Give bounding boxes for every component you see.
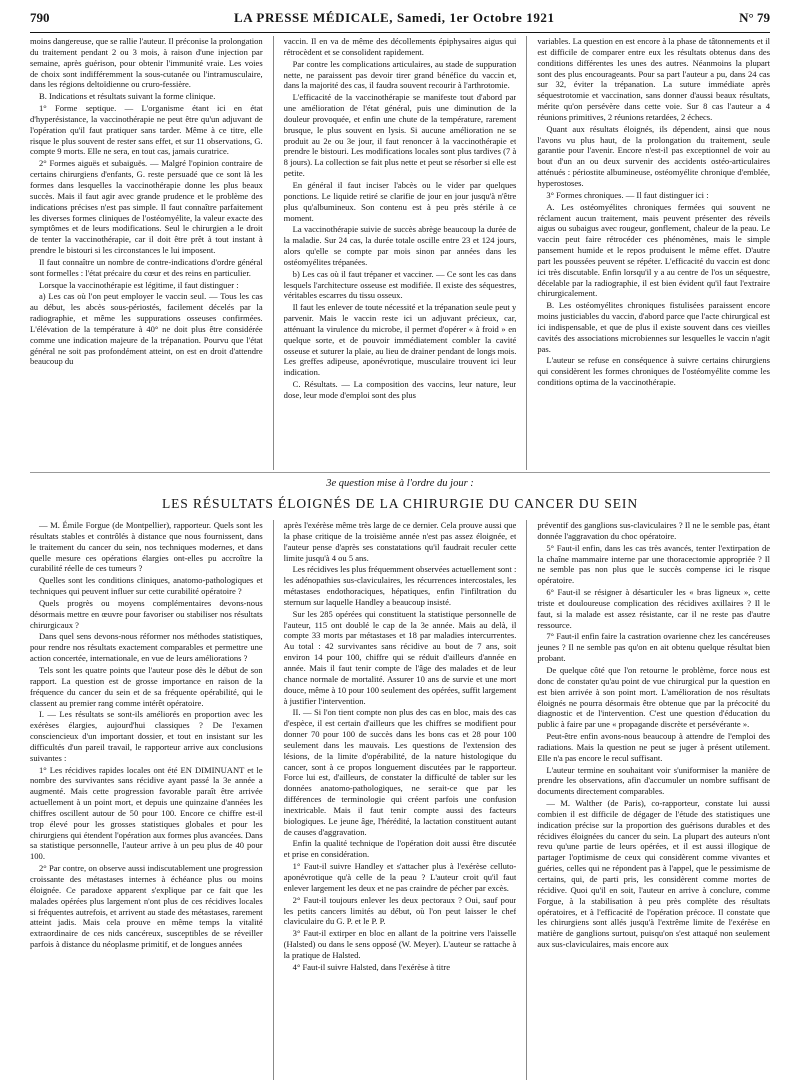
paragraph: Il faut les enlever de toute nécessité et la trépanation seule peut y parvenir. Mais le vaccin reste ici un adjuvant précieux, car, atténuant la virulence du microbe, il permet d'opérer « à froid » en quelque sorte, et de pouvoir immédiatement combler la cavité osseuse et suturer la plaie, au lieu de drainer pendant de longs mois. Les greffes adipeuse, aponévrotique, musculaire trouvent ici leur indication. (283, 302, 517, 378)
bottom-column-2 (284, 520, 517, 1080)
paragraph: Dans quel sens devons-nous réformer nos méthodes statistiques, pour rendre nos résultats exactement comparables et permettre une action concertée, internationale, en vue de leurs améliorations ? (30, 631, 263, 664)
paragraph: vaccin. Il en va de même des décollements épiphysaires aigus qui rétrocèdent et se consolident rapidement. (283, 36, 517, 57)
bottom-column-1 (30, 520, 263, 1080)
paragraph: L'auteur se refuse en conséquence à suivre certains chirurgiens qui considèrent les formes chroniques de l'ostéomyélite comme les conditions optima de la vaccinothérapie. (537, 355, 771, 388)
column-rule (526, 36, 527, 470)
paragraph: Il faut connaître un nombre de contre-indications d'ordre général sont formelles : l'état précaire du cœur et des reins en particulier. (30, 256, 263, 278)
top-column-1 (30, 36, 263, 470)
paragraph: 2° Par contre, on observe aussi indiscutablement une progression croissante des métastases internes à échéance plus ou moins éloignée. Ce paradoxe apparent s'explique par ce fait que les malades opérées plus largement n'ont plus de ces récidives locales si fréquentes autrefois, et arrivent au stade des métastases, rarement atteint jadis. Mais cela prouve en même temps la vitalité extraordinaire de ces nids cancéreux, susceptibles de se réveiller parfois à distance du néoplasme primitif, et de longues années (30, 863, 263, 950)
section-separator (30, 472, 770, 473)
paragraph: 1° Forme septique. — L'organisme étant ici en état d'hyperésistance, la vaccinothérapie ne peut être qu'un adjuvant de l'opération qu'il faut pratiquer sans tarder. Même à ce titre, elle risque le plus souvent de rester sans effet, et sur 11 observations, G. compte 9 morts. Elle ne sera, en tout cas, jamais curatrice. (30, 103, 263, 157)
paragraph: L'efficacité de la vaccinothérapie se manifeste tout d'abord par une amélioration de l'état général, puis une diminution de la douleur provoquée, et enfin une chute de la température, rarement brusque, le plus souvent en lysis. Si aucune amélioration ne se produit au 2e ou 3e jour, il faut renoncer à la vaccinothérapie et prendre le bistouri. Les modifications locales sont plus tardives (7 à 8 jours). La collection se fait plus nette et peut se résorber si elle est petite. (283, 92, 517, 179)
paragraph: A. Les ostéomyélites chroniques fermées qui souvent ne réclament aucun traitement, mais peuvent présenter des réveils aigus ou subaigus avec rougeur, gonflement, chaleur de la peau. Le vaccin peut faire rétrocéder ces phénomènes, mais le simple pansement humide et le repos produisent le même effet. D'autre part les poussées peuvent se répéter. L'efficacité du vaccin est donc ici très discutable. Enfin lorsqu'il y a au centre de l'os un séquestre, décelable par la radiographie, il est bien évident qu'il faut l'extraire chirurgicalement. (537, 201, 771, 299)
paragraph: 3° Formes chroniques. — Il faut distinguer ici : (546, 189, 709, 200)
paragraph: 1° Faut-il suivre Handley et s'attacher plus à l'exérèse celluto-aponévrotique qu'à celle de la peau ? L'auteur croit qu'il faut enlever largement les deux et ne pas craindre de pécher par excès. (283, 861, 517, 893)
column-rule (273, 520, 274, 1080)
column-rule (526, 520, 527, 1080)
paragraph: — M. Émile Forgue (de Montpellier), rapporteur. Quels sont les résultats stables et contrôlés à distance que nous fournissent, dans le traitement du cancer du sein, nos techniques modernes, et dans quelle mesure ces opérations élargies ont-elles pu accroître la curabilité réelle de ces tumeurs ? (30, 520, 263, 574)
bottom-columns (30, 520, 770, 1080)
paragraph: B. Indications et résultats suivant la forme clinique. (39, 91, 216, 102)
top-columns (30, 36, 770, 470)
paragraph: 1° Les récidives rapides locales ont été EN DIMINUANT et le nombre des survivantes sans récidive ayant passé la 3e année a augmenté. Mais cette progression favorable paraît être arrivée actuellement à un point mort, et depuis une quinzaine d'années les chiffres oscillent autour de 50 pour 100. Encore ce chiffre est-il trop élevé pour les grosses statistiques globales et pour les chirurgiens qui étendent l'opération aux formes plus avancées. Dans sa statistique personnelle, l'auteur arrive à un peu plus de 40 pour 100. (30, 764, 263, 862)
top-column-3 (537, 36, 770, 470)
paragraph: variables. La question en est encore à la phase de tâtonnements et il est difficile de comparer entre eux les résultats obtenus dans des conditions différentes les unes des autres. Néanmoins la plupart sont des plus encourageants. Pour sa part l'auteur a pu, dans 24 cas sur 32, éviter la trépanation. La suture immédiate après séquestrotomie et vaccination, sans donner d'aussi beaux résultats, mérite qu'on persévère dans cette voie. Sur 8 cas l'auteur a 4 réunions primitives, 2 réunions retardées, 2 échecs. (537, 36, 771, 122)
paragraph: Tels sont les quatre points que l'auteur pose dès le début de son rapport. La question est de grosse importance en raison de la fréquence du cancer du sein et de sa fréquente opérabilité, qui le classent au premier rang comme intérêt opératoire. (30, 664, 263, 708)
paragraph: 3° Faut-il extirper en bloc en allant de la poitrine vers l'aisselle (Halsted) ou dans le sens opposé (W. Meyer). L'auteur se rattache à la pratique de Halsted. (283, 928, 517, 960)
paragraph: Sur les 285 opérées qui constituent la statistique personnelle de l'auteur, 115 ont doublé le cap de la 3e année. Mais au delà, il compte 33 morts par métastases et 18 par maladies intercurrentes. Au total : 42 survivantes sans récidive au bout de 7 ans, soit environ 14 pour 100, chiffre qui se réduit d'ailleurs d'année en année. Mais il faut tenir compte de l'âge des malades et de leur chance normale de mortalité. Assurer 10 ans de survie et une mort douce, même à 10 pour 100 seulement des opérées, suffit largement à justifier l'intervention. (283, 608, 517, 706)
bottom-column-3 (537, 520, 770, 1080)
paragraph: Quels progrès ou moyens complémentaires devons-nous désormais mettre en œuvre pour favoriser ou stabiliser nos résultats chirurgicaux ? (30, 597, 263, 630)
top-column-2 (284, 36, 517, 470)
page-header (30, 4, 770, 33)
paragraph: 5° Faut-il enfin, dans les cas très avancés, tenter l'extirpation de la chaîne mammaire interne par une thoracectomie appropriée ? Il ne semble pas non plus que le succès compense ici le risque opératoire. (537, 542, 771, 586)
paragraph: Quant aux résultats éloignés, ils dépendent, ainsi que nous l'avons vu plus haut, de la prolongation du traitement, seule garantie pour l'avenir. Encore n'est-il pas exceptionnel de voir au bout d'un an ou deux survenir des accidents ostéo-articulaires atténués : périostite albumineuse, ostéomyélite chronique d'emblée, hyperostoses. (537, 123, 771, 188)
paragraph: 2° Faut-il toujours enlever les deux pectoraux ? Oui, sauf pour les petits cancers limités au début, où l'on peut laisser le chef claviculaire du G. P. et le P. P. (283, 894, 517, 927)
paragraph: L'auteur termine en souhaitant voir s'uniformiser la manière de prendre les observations, afin d'accumuler un nombre suffisant de documents directement comparables. (537, 764, 771, 797)
paragraph: — M. Walther (de Paris), co-rapporteur, constate lui aussi combien il est difficile de dégager de l'étude des statistiques une indication précise sur la proportion des guérisons durables et des récidives éloignées du cancer du sein. La plupart des auteurs n'ont revu qu'une partie de leurs opérées, et il est aussi illogique de partager l'optimisme de ceux qui considèrent comme vivantes et guéries, celles qui ne répondent pas à l'appel, que le pessimisme de certains, qui, de parti pris, les considèrent comme mortes de récidive. Quoi qu'il en soit, l'auteur en arrive à conclure, comme Forgue, à la stabilisation à peu près complète des résultats opératoires, et à l'efficacité de l'opération précoce. Il constate que les chirurgiens sont allés jusqu'à l'extrême limite de l'exérèse en matière de ganglions surtout, puisqu'on s'est attaqué non seulement aux sus-claviculaires, mais encore aux (537, 798, 771, 950)
page-number: 790 (30, 10, 50, 25)
section-title: LES RÉSULTATS ÉLOIGNÉS DE LA CHIRURGIE DU CANCER DU SEIN (162, 496, 638, 511)
paragraph: I. — Les résultats se sont-ils améliorés en proportion avec les exérèses élargies, aujourd'hui classiques ? De l'examen consciencieux d'un important dossier, et tout en insistant sur les difficultés d'un pareil travail, le rapporteur arrive aux conclusions suivantes : (30, 709, 263, 763)
paragraph: II. — Si l'on tient compte non plus des cas en bloc, mais des cas d'espèce, il est certain d'ailleurs que les chiffres se modifient pour donner 70 pour 100 de succès dans les bons cas et 28 pour 100 seulement dans les mauvais. Les questions de l'extension des lésions, de la limite d'opérabilité, de la nature histologique du cancer, sont à ce propos longuement discutées par le rapporteur. Force lui est, d'ailleurs, de constater la difficulté de tabler sur les données anatomo-pathologiques, ne serait-ce que par les différences de terminologie qui créent parfois une confusion inextricable. Mais il faut tenir compte aussi des facteurs biologiques. Le jeune âge, l'hérédité, la lactation constituent autant de causes d'aggravation. (283, 707, 517, 837)
paragraph: b) Les cas où il faut trépaner et vacciner. — Ce sont les cas dans lesquels l'architecture osseuse est modifiée. Il existe des séquestres, véritables escarres du tissu osseux. (283, 268, 517, 301)
column-rule (273, 36, 274, 470)
paragraph: 6° Faut-il se résigner à désarticuler les « bras ligneux », cette triste et douloureuse complication des récidives axillaires ? Il le faut, si la malade est assez résistante, car il ne reste pas d'autre ressource. (537, 587, 771, 630)
paragraph: B. Les ostéomyélites chroniques fistulisées paraissent encore moins justiciables du vaccin, d'abord parce que l'acte chirurgical est ici indispensable, et que de plus il existe souvent dans ces vieilles cavités des associations microbiennes sur lesquelles le vaccin n'agit pas. (537, 300, 771, 354)
paragraph: Les récidives les plus fréquemment observées actuellement sont : les adénopathies sus-claviculaires, les récurrences intercostales, les métastases endothoraciques, hépatiques, enfin l'infiltration du sternum sur laquelle Handley a beaucoup insisté. (283, 564, 517, 607)
paragraph: moins dangereuse, que se rallie l'auteur. Il préconise la prolongation du traitement pendant 2 ou 3 mois, à raison d'une injection par semaine, après guérison, pour obtenir l'immunité vraie. Les voies de choix sont indifféremment la sous-cutanée ou l'intramusculaire, dans les régions deltoïdienne ou cruro-fessière. (30, 36, 263, 90)
paragraph: En général il faut inciser l'abcès ou le vider par quelques ponctions. Le liquide retiré se clarifie de jour en jour jusqu'à n'être plus qu'albumineux. Son contenu est à peu près stérile à ce moment. (283, 179, 517, 223)
paragraph: De quelque côté que l'on retourne le problème, force nous est donc de constater qu'au point de vue chirurgical pur la question en est bien arrivée à son point mort. L'amélioration de nos résultats éloignés ne pourra désormais être obtenue que par la précocité du diagnostic et de l'intervention. C'est une question d'éducation du public à faire par une « propagande discrète et persévérante ». (537, 664, 771, 730)
paragraph: Par contre les complications articulaires, au stade de suppuration nette, ne paraissent pas devoir tirer grand bénéfice du vaccin et, dans la majorité des cas, il faudra souvent recourir à l'arthrotomie. (283, 58, 517, 91)
journal-title: LA PRESSE MÉDICALE, Samedi, 1er Octobre 1921 (234, 10, 555, 25)
paragraph: 7° Faut-il enfin faire la castration ovarienne chez les cancéreuses jeunes ? Il ne semble pas qu'on en ait obtenu quelque résultat bien probant. (537, 631, 771, 664)
paragraph: Lorsque la vaccinothérapie est légitime, il faut distinguer : (39, 279, 239, 290)
question-heading: 3e question mise à l'ordre du jour : (326, 478, 474, 489)
paragraph: Enfin la qualité technique de l'opération doit aussi être discutée et prise en considération. (283, 838, 517, 860)
paragraph: C. Résultats. — La composition des vaccins, leur nature, leur dose, leur mode d'emploi sont des plus (283, 379, 517, 400)
paragraph: Peut-être enfin avons-nous beaucoup à attendre de l'emploi des radiations. Mais la question ne peut se juger à présent utilement. Elle n'a pas encore le recul suffisant. (537, 731, 771, 763)
paragraph: La vaccinothérapie suivie de succès abrège beaucoup la durée de la maladie. Sur 24 cas, la durée totale oscille entre 23 et 124 jours, alors qu'elle se compte par mois sinon par années dans les ostéomyélites trépanées. (283, 224, 517, 267)
paragraph: a) Les cas où l'on peut employer le vaccin seul. — Tous les cas au début, les abcès sous-périostés, facilement décelés par la radiographie, et même les suppurations osseuses confirmées. L'élévation de la température à 40° ne doit plus être considérée comme une indication majeure de la trépanation. Pourvu que l'état général ne soit pas profondément atteint, on est en droit d'attendre beaucoup du (30, 291, 263, 367)
issue-number: N° 79 (739, 10, 770, 25)
paragraph: 4° Faut-il suivre Halsted, dans l'exérèse à titre (292, 961, 451, 972)
paragraph: 2° Formes aiguës et subaiguës. — Malgré l'opinion contraire de certains chirurgiens d'enfants, G. reste persuadé que ce sont là les formes dans lesquelles la vaccinothérapie donne les plus beaux succès. Mais il faut agir avec grande prudence et le problème des indications précises n'est pas simple. Il faut connaître parfaitement les diverses formes cliniques de l'ostéomyélite, la valeur exacte des symptômes et de leurs modifications. Seul le chirurgien a le droit de tenter la vaccinothérapie, car il doit être prêt à tout instant à prendre le bistouri si les circonstances le lui imposent. (30, 158, 263, 256)
paragraph: préventif des ganglions sus-claviculaires ? Il ne le semble pas, étant donnée l'aggravation du choc opératoire. (537, 520, 771, 541)
paragraph: Quelles sont les conditions cliniques, anatomo-pathologiques et techniques qui peuvent influer sur cette curabilité opératoire ? (30, 575, 263, 597)
paragraph: après l'exérèse même très large de ce dernier. Cela prouve aussi que la phase critique de la troisième année n'est pas assez éloignée, et l'auteur pense d'après ses constatations qu'il faudrait reculer cette limite jusqu'à 4 ou 5 ans. (283, 520, 517, 563)
